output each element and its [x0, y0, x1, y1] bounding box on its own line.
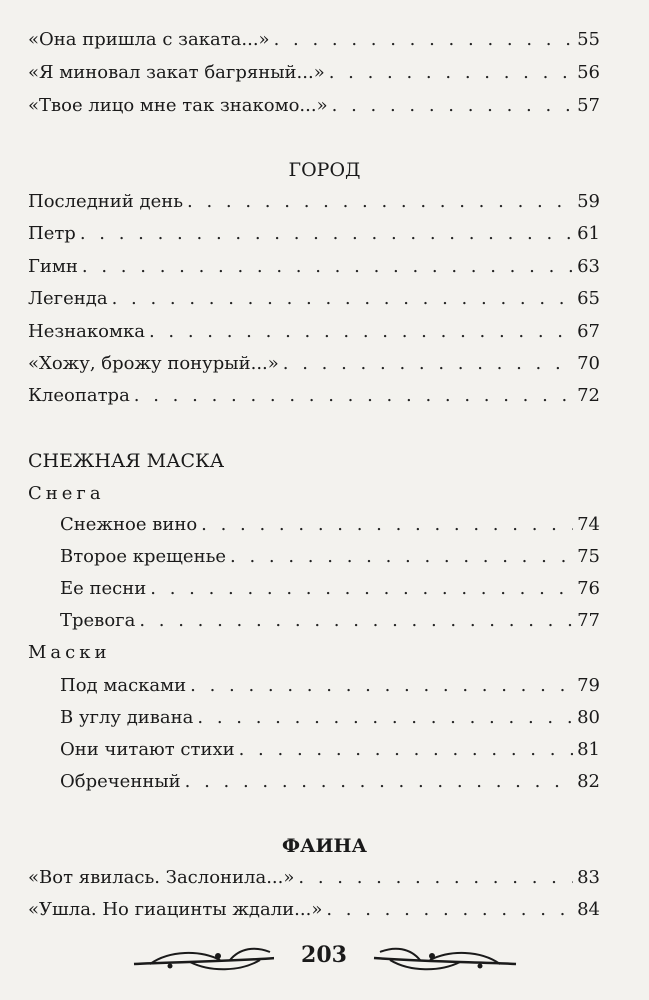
leader-dots [150, 577, 573, 601]
toc-entry [28, 866, 600, 890]
toc-entry-page: 65 [577, 288, 600, 309]
toc-entry-title: Легенда [28, 288, 108, 309]
toc-entry-title: Клеопатра [28, 385, 130, 406]
toc-entry-page: 59 [577, 191, 600, 212]
toc-entry [28, 352, 600, 376]
right-ornament-icon [370, 938, 520, 978]
toc-entry-page: 72 [577, 385, 600, 406]
leader-dots [80, 222, 573, 246]
toc-entry-page: 77 [577, 610, 600, 631]
toc-entry-title: Тревога [60, 610, 136, 631]
toc-entry [28, 222, 600, 246]
toc-entry [60, 770, 600, 794]
toc-entry-title: «Она пришла с заката...» [28, 29, 270, 50]
leader-dots [239, 738, 573, 762]
toc-entry [28, 320, 600, 344]
leader-dots [112, 287, 574, 311]
toc-entry-page: 57 [577, 95, 600, 116]
toc-entry [60, 674, 600, 698]
toc-entry [28, 384, 600, 408]
toc-entry-title: «Вот явилась. Заслонила...» [28, 867, 295, 888]
leader-dots [201, 513, 573, 537]
toc-entry-title: В углу дивана [60, 707, 194, 728]
toc-entry-page: 55 [577, 29, 600, 50]
toc-entry-page: 76 [577, 578, 600, 599]
toc-entry [60, 545, 600, 569]
toc-entry-title: Второе крещенье [60, 546, 227, 567]
toc-entry-title: «Ушла. Но гиацинты ждали...» [28, 899, 323, 920]
toc-entry [28, 898, 600, 922]
leader-dots [139, 609, 573, 633]
toc-entry-title: «Хожу, брожу понурый...» [28, 353, 279, 374]
toc-entry-page: 75 [577, 546, 600, 567]
leader-dots [332, 94, 573, 118]
section-heading-snow-mask: СНЕЖНАЯ МАСКА [28, 450, 225, 472]
leader-dots [149, 320, 573, 344]
leader-dots [329, 61, 573, 85]
toc-entry [60, 738, 600, 762]
toc-entry-title: Под масками [60, 675, 187, 696]
toc-entry [60, 706, 600, 730]
toc-entry [60, 609, 600, 633]
page-footer [0, 938, 649, 978]
leader-dots [298, 866, 573, 890]
toc-entry-title: Обреченный [60, 771, 181, 792]
toc-entry-page: 84 [577, 899, 600, 920]
toc-entry-page: 81 [577, 739, 600, 760]
section-heading-faina: ФАИНА [282, 835, 367, 857]
toc-entry-page: 56 [577, 62, 600, 83]
toc-entry [60, 577, 600, 601]
section-heading-gorod: ГОРОД [288, 159, 361, 181]
toc-entry [60, 513, 600, 537]
toc-entry-title: Снежное вино [60, 514, 198, 535]
leader-dots [190, 674, 573, 698]
toc-entry-page: 61 [577, 223, 600, 244]
toc-entry-title: Ее песни [60, 578, 147, 599]
leader-dots [283, 352, 573, 376]
toc-entry-title: «Я миновал закат багряный...» [28, 62, 325, 83]
leader-dots [197, 706, 573, 730]
leader-dots [274, 28, 574, 52]
page-number: 203 [274, 942, 374, 968]
toc-entry-page: 80 [577, 707, 600, 728]
subsection-heading-maski: Маски [28, 642, 111, 663]
toc-entry-title: Петр [28, 223, 76, 244]
toc-entry-page: 70 [577, 353, 600, 374]
toc-entry [28, 94, 600, 118]
leader-dots [185, 770, 573, 794]
toc-entry-title: Они читают стихи [60, 739, 235, 760]
subsection-heading-snega: Снега [28, 483, 105, 504]
leader-dots [230, 545, 573, 569]
leader-dots [134, 384, 573, 408]
toc-entry [28, 28, 600, 52]
toc-entry [28, 255, 600, 279]
toc-entry [28, 190, 600, 214]
toc-entry-title: «Твое лицо мне так знакомо...» [28, 95, 328, 116]
toc-entry-page: 79 [577, 675, 600, 696]
toc-entry-title: Незнакомка [28, 321, 145, 342]
toc-entry [28, 287, 600, 311]
leader-dots [326, 898, 573, 922]
toc-entry [28, 61, 600, 85]
leader-dots [187, 190, 573, 214]
toc-entry-page: 83 [577, 867, 600, 888]
toc-entry-page: 82 [577, 771, 600, 792]
toc-entry-page: 74 [577, 514, 600, 535]
toc-entry-page: 67 [577, 321, 600, 342]
toc-entry-title: Последний день [28, 191, 184, 212]
leader-dots [82, 255, 573, 279]
toc-entry-title: Гимн [28, 256, 78, 277]
toc-entry-page: 63 [577, 256, 600, 277]
left-ornament-icon [130, 938, 280, 978]
